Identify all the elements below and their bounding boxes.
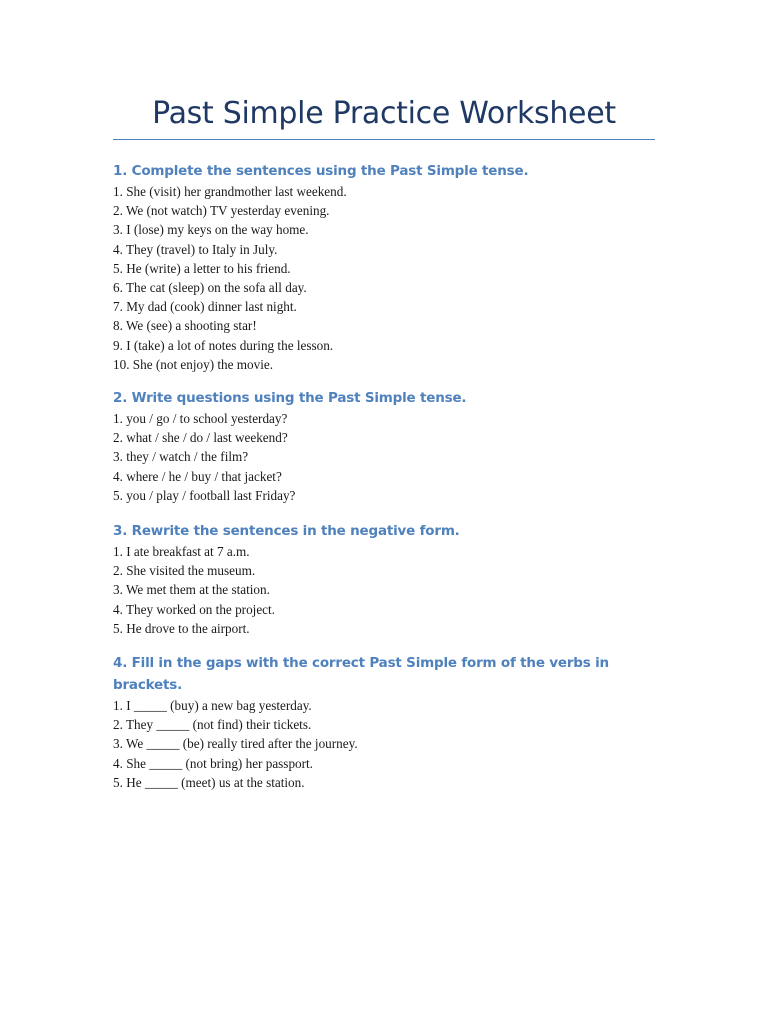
exercise-item: 3. I (lose) my keys on the way home. [113,222,309,238]
exercise-item: 2. We (not watch) TV yesterday evening. [113,203,330,219]
section-complete-sentences [113,160,673,374]
exercise-item: 5. He drove to the airport. [113,620,250,636]
exercise-item: 5. you / play / football last Friday? [113,487,296,503]
exercise-item: 3. We met them at the station. [113,582,270,598]
exercise-item: 10. She (not enjoy) the movie. [113,356,274,372]
exercise-item: 4. She _____ (not bring) her passport. [113,755,313,771]
section-heading: 1. Complete the sentences using the Past Simple tense. [113,163,529,179]
exercise-item: 7. My dad (cook) dinner last night. [113,299,297,315]
exercise-item: 2. what / she / do / last weekend? [113,430,288,446]
exercise-item: 4. They (travel) to Italy in July. [113,241,278,257]
section-heading: 4. Fill in the gaps with the correct Past Simple form of the verbs in brackets. [113,655,609,693]
section-fill-gaps [113,652,673,792]
exercise-item: 1. you / go / to school yesterday? [113,411,288,426]
section-heading: 2. Write questions using the Past Simple tense. [113,390,467,406]
exercise-list [113,409,673,505]
section-negative-form [113,520,673,638]
exercise-item: 4. They worked on the project. [113,601,275,617]
exercise-item: 1. I _____ (buy) a new bag yesterday. [113,698,312,713]
exercise-item: 4. where / he / buy / that jacket? [113,468,282,484]
exercise-item: 8. We (see) a shooting star! [113,318,257,334]
exercise-item: 9. I (take) a lot of notes during the lesson. [113,337,334,353]
exercise-item: 6. The cat (sleep) on the sofa all day. [113,280,307,296]
exercise-item: 5. He _____ (meet) us at the station. [113,774,305,790]
section-heading: 3. Rewrite the sentences in the negative form. [113,523,460,539]
exercise-list [113,182,673,374]
exercise-item: 3. We _____ (be) really tired after the journey. [113,736,358,752]
exercise-list [113,696,673,792]
title-divider [113,139,655,140]
exercise-item: 2. They _____ (not find) their tickets. [113,717,312,733]
exercise-item: 1. I ate breakfast at 7 a.m. [113,544,250,559]
exercise-item: 2. She visited the museum. [113,563,256,579]
page-title: Past Simple Practice Worksheet [152,96,616,131]
section-write-questions [113,387,673,505]
exercise-item: 3. they / watch / the film? [113,449,249,465]
exercise-list [113,542,673,638]
exercise-item: 1. She (visit) her grandmother last weekend. [113,184,347,199]
exercise-item: 5. He (write) a letter to his friend. [113,260,291,276]
